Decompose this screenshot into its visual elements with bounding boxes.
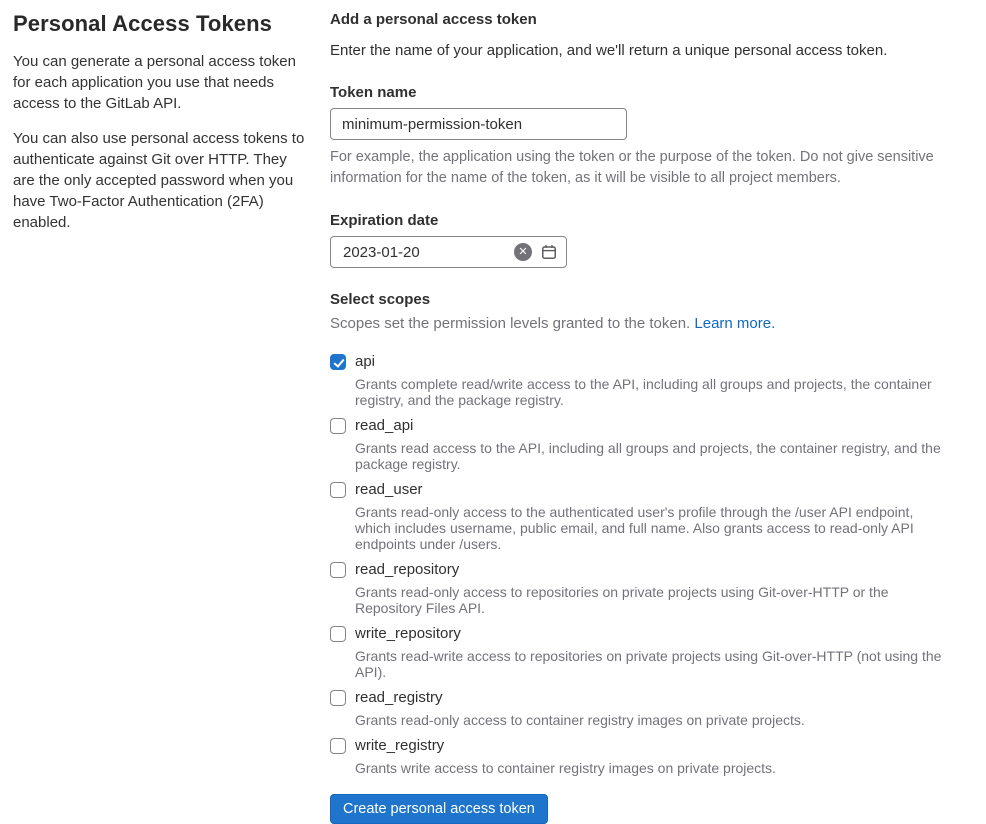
- scope-text: [355, 560, 953, 616]
- scope-description: Grants write access to container registry images on private projects.: [355, 760, 776, 776]
- expiration-date-label: Expiration date: [330, 212, 439, 229]
- description-column: [0, 0, 330, 824]
- token-name-help: For example, the application using the token or the purpose of the token. Do not give sensitive information for the name of the token, as it will be visible to all project members.: [330, 149, 934, 186]
- scope-row: [330, 560, 962, 616]
- scope-row: [330, 416, 962, 472]
- scope-description: Grants read-only access to repositories on private projects using Git-over-HTTP or the Repository Files API.: [355, 584, 889, 616]
- scope-label[interactable]: api: [355, 353, 376, 370]
- scope-text: [355, 624, 953, 680]
- scope-description: Grants read-only access to the authenticated user's profile through the /user API endpoint, which includes username, public email, and full name. Also grants access to read-only API endpoints under /users.: [355, 504, 914, 552]
- intro-paragraph-1: You can generate a personal access token for each application you use that needs access to the GitLab API.: [13, 53, 296, 112]
- token-form: [330, 0, 986, 824]
- scope-list: [330, 352, 962, 776]
- scope-label[interactable]: read_registry: [355, 689, 443, 706]
- scope-checkbox[interactable]: [330, 626, 346, 642]
- scope-text: [355, 352, 953, 408]
- scope-row: [330, 736, 962, 776]
- intro-paragraph-2: You can also use personal access tokens to authenticate against Git over HTTP. They are the only accepted password when you have Two-Factor Authentication (2FA) enabled.: [13, 130, 305, 231]
- scope-label[interactable]: read_user: [355, 481, 423, 498]
- clear-date-icon[interactable]: ✕: [514, 243, 532, 261]
- form-heading: Add a personal access token: [330, 11, 537, 28]
- scopes-help: [330, 315, 962, 332]
- scope-label[interactable]: write_registry: [355, 737, 445, 754]
- page-title: Personal Access Tokens: [13, 11, 272, 36]
- scope-checkbox[interactable]: [330, 354, 346, 370]
- scope-checkbox[interactable]: [330, 738, 346, 754]
- scope-description: Grants read-write access to repositories on private projects using Git-over-HTTP (not using the API).: [355, 648, 942, 680]
- scope-checkbox[interactable]: [330, 690, 346, 706]
- scopes-help-text: Scopes set the permission levels granted to the token.: [330, 315, 691, 332]
- scope-text: [355, 416, 953, 472]
- scope-checkbox[interactable]: [330, 482, 346, 498]
- scope-text: [355, 736, 776, 776]
- form-subheading: Enter the name of your application, and we'll return a unique personal access token.: [330, 42, 888, 59]
- scope-text: [355, 688, 805, 728]
- scope-description: Grants read access to the API, including all groups and projects, the container registry, and the package registry.: [355, 440, 941, 472]
- scope-row: [330, 480, 962, 552]
- token-name-label: Token name: [330, 84, 417, 101]
- create-token-button[interactable]: Create personal access token: [330, 794, 548, 824]
- scope-text: [355, 480, 953, 552]
- expiration-date-value[interactable]: 2023-01-20: [343, 243, 420, 261]
- scope-description: Grants read-only access to container registry images on private projects.: [355, 712, 805, 728]
- scope-row: [330, 624, 962, 680]
- learn-more-link[interactable]: Learn more.: [694, 315, 776, 332]
- calendar-icon[interactable]: [541, 244, 557, 260]
- token-name-input[interactable]: [330, 108, 627, 140]
- expiration-date-input[interactable]: [330, 236, 567, 268]
- scope-description: Grants complete read/write access to the API, including all groups and projects, the container registry, and the package registry.: [355, 376, 932, 408]
- scope-row: [330, 352, 962, 408]
- select-scopes-label: Select scopes: [330, 291, 431, 308]
- scope-label[interactable]: read_api: [355, 417, 414, 434]
- scope-label[interactable]: write_repository: [355, 625, 461, 642]
- scope-checkbox[interactable]: [330, 418, 346, 434]
- scope-checkbox[interactable]: [330, 562, 346, 578]
- scope-label[interactable]: read_repository: [355, 561, 460, 578]
- scope-row: [330, 688, 962, 728]
